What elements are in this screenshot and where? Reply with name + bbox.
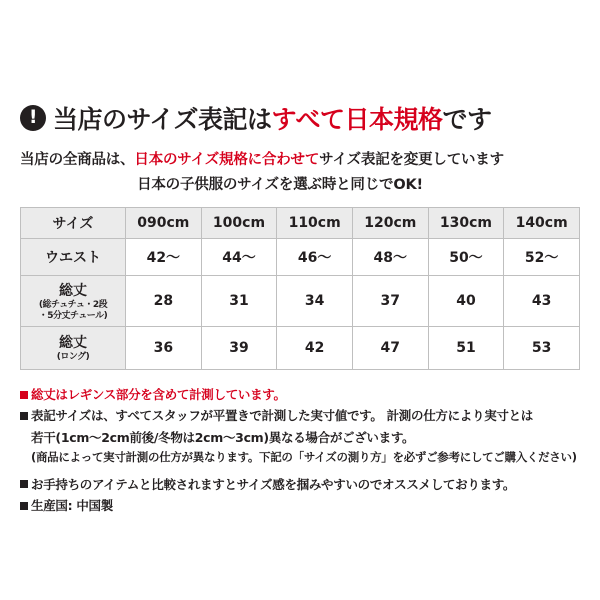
table-cell: 37 [352, 276, 428, 327]
table-header-cell: 130cm [428, 208, 504, 239]
row-label-sub-line1: (総チュチュ・2段 [38, 299, 108, 310]
subhead-line-2: 日本の子供服のサイズを選ぶ時と同じでOK! [137, 177, 423, 193]
subhead-line-1-red: 日本のサイズ規格に合わせて [134, 152, 320, 168]
table-row [21, 276, 580, 327]
row-label-main: 総丈 [59, 282, 87, 299]
table-cell: 50〜 [428, 239, 504, 276]
bullet-square-icon [20, 412, 28, 420]
table-header-row [21, 208, 580, 239]
bullet-square-icon [20, 502, 28, 510]
table-cell: 28 [126, 276, 202, 327]
note-item [20, 449, 580, 467]
subhead-line-1-pre: 当店の全商品は、 [20, 152, 135, 168]
note-item [20, 428, 580, 447]
note-text: 表記サイズは、すべてスタッフが平置きで計測した実寸値です。 計測の仕方により実寸とは [31, 408, 534, 424]
table-row [21, 327, 580, 370]
table-header-cell: 140cm [504, 208, 580, 239]
table-cell: 42〜 [126, 239, 202, 276]
table-cell: 34 [277, 276, 353, 327]
table-cell: 44〜 [201, 239, 277, 276]
table-header-cell: サイズ [21, 208, 126, 239]
row-label-sub-line2: ・5分丈チュール) [38, 311, 108, 321]
page-title-part1: 当店のサイズ表記は [53, 105, 272, 134]
page-title-highlight: すべて日本規格 [271, 105, 443, 134]
table-cell: 47 [352, 327, 428, 370]
size-table [20, 207, 580, 370]
table-cell: 42 [277, 327, 353, 370]
table-header-cell: 100cm [201, 208, 277, 239]
table-header-cell: 120cm [352, 208, 428, 239]
note-text: お手持ちのアイテムと比較されますとサイズ感を掴みやすいのでオススメしております。 [31, 476, 516, 492]
page-title [20, 100, 580, 136]
table-header-cell: 110cm [277, 208, 353, 239]
bullet-square-icon [20, 480, 28, 488]
note-item [20, 406, 580, 425]
table-cell: 53 [504, 327, 580, 370]
subhead-line-1-post: サイズ表記を変更しています [319, 152, 504, 168]
table-cell: 39 [201, 327, 277, 370]
table-cell: 31 [201, 276, 277, 327]
subhead-line-1 [20, 148, 580, 169]
row-label-total-length-tutu [21, 276, 126, 327]
table-row [21, 239, 580, 276]
row-label-main: 総丈 [59, 335, 87, 352]
note-item [20, 496, 580, 515]
table-cell: 46〜 [277, 239, 353, 276]
table-cell: 40 [428, 276, 504, 327]
note-text: 生産国: 中国製 [31, 498, 113, 514]
note-text: (商品によって実寸計測の仕方が異なります。下記の「サイズの測り方」を必ずご参考にしてご購入ください) [31, 450, 577, 465]
page-title-part3: です [442, 105, 492, 134]
row-label-total-length-long [21, 327, 126, 370]
note-text: 若干(1cm〜2cm前後/冬物は2cm〜3cm)異なる場合がございます。 [31, 429, 415, 445]
table-cell: 52〜 [504, 239, 580, 276]
content-area [20, 100, 580, 518]
table-cell: 51 [428, 327, 504, 370]
table-cell: 48〜 [352, 239, 428, 276]
table-cell: 43 [504, 276, 580, 327]
note-item [20, 385, 580, 404]
table-cell: 36 [126, 327, 202, 370]
table-header-cell: 090cm [126, 208, 202, 239]
row-label-sub-line1: (ロング) [56, 352, 90, 363]
notes-section [20, 385, 580, 516]
exclamation-icon: ! [20, 105, 46, 131]
row-label-waist: ウエスト [21, 239, 126, 276]
bullet-square-icon [20, 391, 28, 399]
note-text: 総丈はレギンス部分を含めて計測しています。 [31, 387, 286, 402]
note-item [20, 475, 580, 494]
